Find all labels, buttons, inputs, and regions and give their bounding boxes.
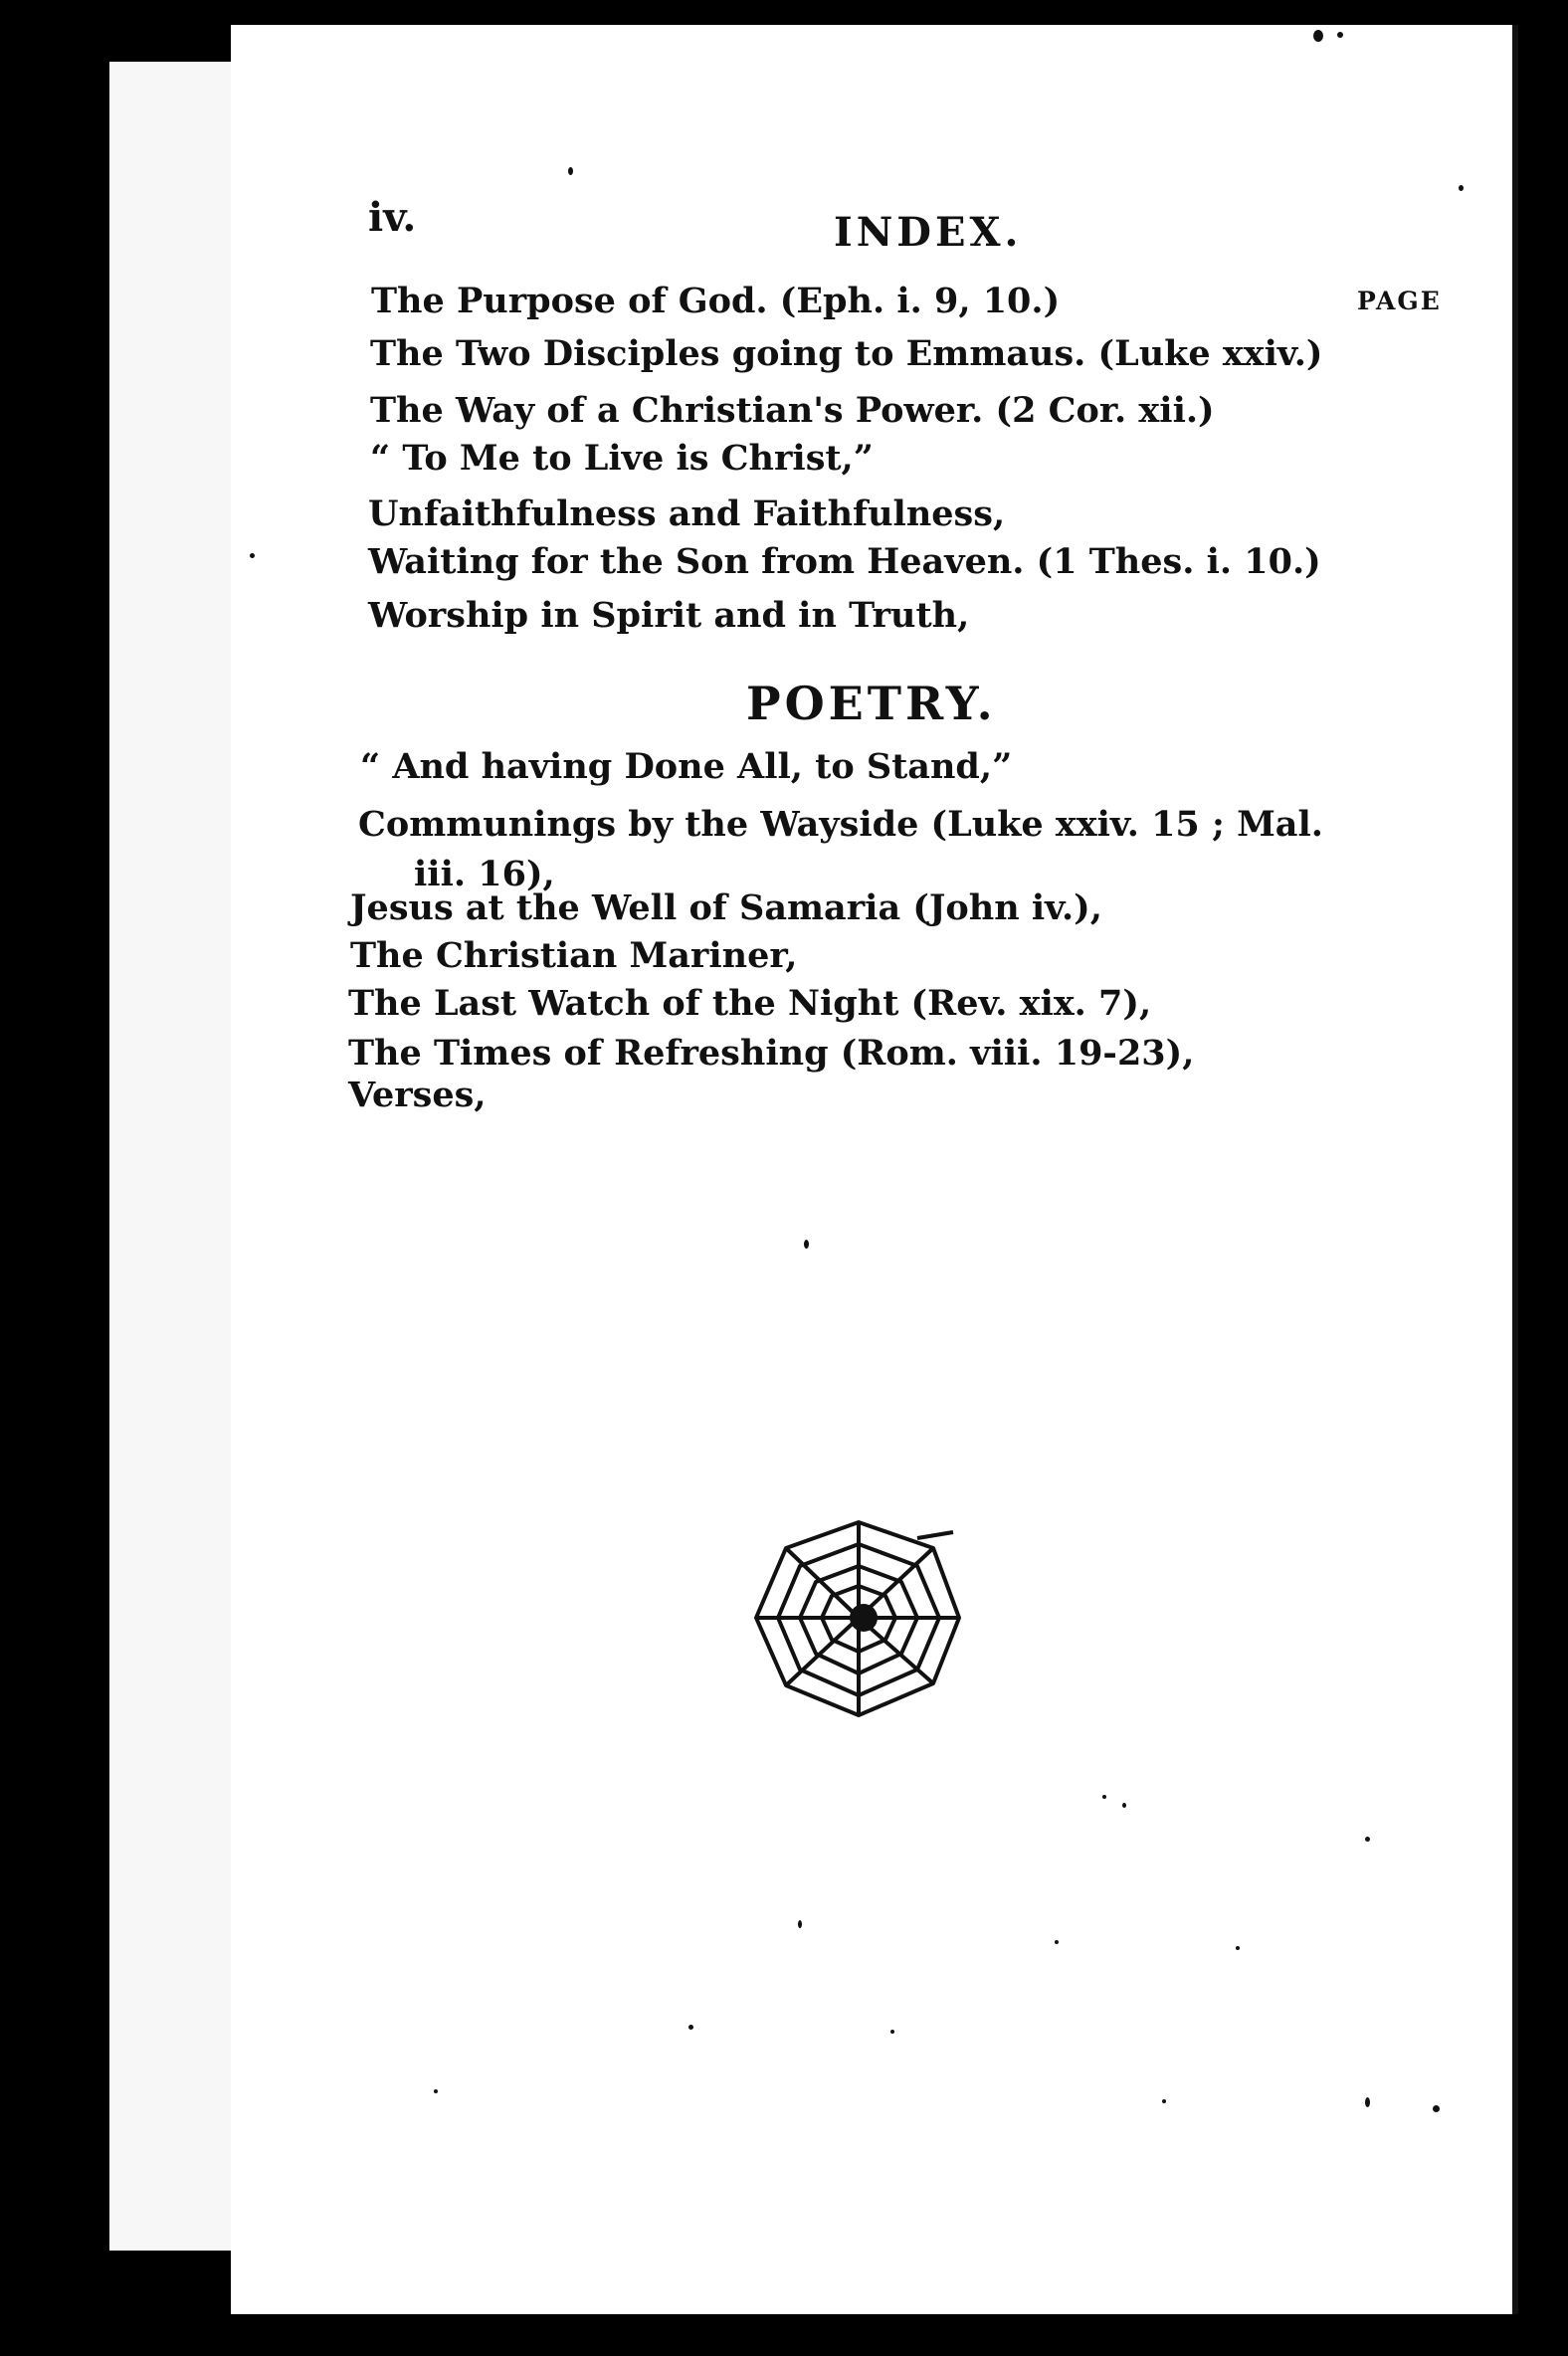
entry-title: The Purpose of God. (Eph. i. 9, 10.) bbox=[371, 281, 1061, 321]
ink-speck bbox=[798, 1920, 802, 1928]
ink-speck bbox=[890, 2030, 894, 2034]
ink-speck bbox=[688, 2025, 693, 2030]
ink-speck bbox=[1055, 1940, 1059, 1944]
ink-speck bbox=[804, 1240, 809, 1249]
ink-speck bbox=[1433, 2105, 1440, 2112]
entry-title: Communings by the Wayside (Luke xxiv. 15 ; Mal. bbox=[358, 804, 1323, 845]
entry-title: Verses, bbox=[348, 1075, 487, 1115]
ink-speck bbox=[434, 2089, 438, 2093]
entry-title: The Christian Mariner, bbox=[350, 935, 798, 976]
ink-speck bbox=[1236, 1946, 1240, 1950]
ink-speck bbox=[1313, 30, 1323, 42]
entry-title: Jesus at the Well of Samaria (John iv.), bbox=[350, 887, 1102, 928]
entry-title: “ To Me to Live is Christ,” bbox=[370, 438, 874, 479]
entry-title: The Way of a Christian's Power. (2 Cor. xii.) bbox=[370, 390, 1215, 431]
ink-speck bbox=[1102, 1795, 1106, 1799]
entry-title: The Times of Refreshing (Rom. viii. 19-23), bbox=[348, 1033, 1195, 1074]
poetry-heading: POETRY. bbox=[746, 677, 997, 730]
ink-speck bbox=[1365, 2097, 1370, 2107]
page-edge-shadow bbox=[1512, 25, 1518, 2314]
entry-title: The Last Watch of the Night (Rev. xix. 7), bbox=[348, 983, 1152, 1024]
underlying-page-edge bbox=[109, 62, 249, 2251]
ink-speck bbox=[568, 167, 573, 175]
ink-speck bbox=[1122, 1803, 1126, 1808]
entry-title: Worship in Spirit and in Truth, bbox=[368, 595, 970, 636]
entry-title: Waiting for the Son from Heaven. (1 Thes. i. 10.) bbox=[368, 541, 1321, 582]
ink-speck bbox=[250, 553, 255, 558]
index-title: INDEX. bbox=[834, 209, 1023, 256]
page-number: iv. bbox=[368, 194, 417, 241]
entry-title: “ And having Done All, to Stand,” bbox=[360, 746, 1013, 787]
ink-speck bbox=[1365, 1837, 1370, 1842]
page-column-label: PAGE bbox=[1357, 287, 1442, 315]
entry-title: Unfaithfulness and Faithfulness, bbox=[368, 493, 1006, 534]
entry-title: The Two Disciples going to Emmaus. (Luke xxiv.) bbox=[370, 333, 1323, 374]
ink-speck bbox=[1337, 32, 1343, 38]
ink-speck bbox=[1162, 2099, 1166, 2103]
ink-speck bbox=[1459, 185, 1464, 191]
spider-web-icon bbox=[748, 1514, 969, 1723]
entry-title: iii. 16), bbox=[414, 854, 555, 894]
spider-body bbox=[850, 1604, 878, 1632]
